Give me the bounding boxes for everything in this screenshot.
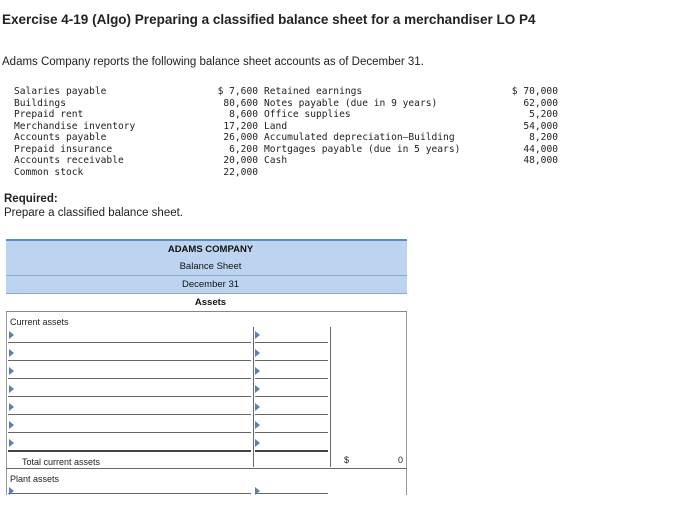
accounts-right-values xyxy=(498,86,558,167)
column-divider xyxy=(253,327,254,467)
account-value: 54,000 xyxy=(523,120,558,132)
row-arrow-icon xyxy=(9,331,14,339)
account-value: 5,200 xyxy=(529,109,558,120)
amount-input[interactable] xyxy=(255,435,328,452)
account-name: Merchandise inventory xyxy=(14,120,136,132)
required-heading: Required: xyxy=(4,193,58,205)
accounts-left-values xyxy=(196,86,258,178)
account-name: Common stock xyxy=(14,166,84,178)
account-name: Salaries payable xyxy=(14,86,107,97)
exercise-title: Exercise 4-19 (Algo) Preparing a classified balance sheet for a merchandiser LO P4 xyxy=(2,12,536,27)
account-name-input[interactable] xyxy=(8,345,251,361)
account-name-input[interactable] xyxy=(8,381,251,397)
company-name-header: ADAMS COMPANY xyxy=(6,239,407,259)
account-value: 8,200 xyxy=(529,132,558,143)
amount-input[interactable] xyxy=(255,478,328,494)
current-assets-label: Current assets xyxy=(10,317,69,327)
row-arrow-icon xyxy=(9,385,14,393)
account-value: 44,000 xyxy=(523,143,558,155)
row-arrow-icon xyxy=(255,421,260,429)
account-name: Notes payable (due in 9 years) xyxy=(264,97,438,109)
amount-input[interactable] xyxy=(255,399,328,415)
row-arrow-icon xyxy=(255,367,260,375)
accounts-right-names xyxy=(264,86,460,167)
row-arrow-icon xyxy=(255,439,260,447)
account-name: Prepaid insurance xyxy=(14,143,113,155)
account-name-input[interactable] xyxy=(8,363,251,379)
account-value: 20,000 xyxy=(223,155,258,166)
account-value: 22,000 xyxy=(223,166,258,178)
account-value: 6,200 xyxy=(229,143,258,155)
row-arrow-icon xyxy=(9,439,14,447)
row-arrow-icon xyxy=(9,487,14,495)
total-dollar-sign: $ xyxy=(344,455,350,465)
amount-input[interactable] xyxy=(255,327,328,343)
balance-sheet-worksheet xyxy=(6,239,407,495)
account-name: Mortgages payable (due in 5 years) xyxy=(264,143,461,155)
column-divider xyxy=(330,327,331,467)
account-name: Buildings xyxy=(14,97,66,109)
plant-assets-label: Plant assets xyxy=(10,474,60,484)
row-arrow-icon xyxy=(255,349,260,357)
required-text: Prepare a classified balance sheet. xyxy=(4,207,183,219)
row-arrow-icon xyxy=(255,331,260,339)
total-current-assets-label: Total current assets xyxy=(22,457,101,467)
account-name: Cash xyxy=(264,155,288,166)
total-row-divider xyxy=(6,468,407,469)
row-arrow-icon xyxy=(255,487,260,495)
amount-input[interactable] xyxy=(255,417,328,433)
account-name-input[interactable] xyxy=(8,417,251,433)
account-name: Prepaid rent xyxy=(14,109,84,120)
account-name: Office supplies xyxy=(264,109,351,120)
row-arrow-icon xyxy=(9,421,14,429)
amount-input[interactable] xyxy=(255,381,328,397)
account-name-input[interactable] xyxy=(8,327,251,343)
account-value: 48,000 xyxy=(523,155,558,166)
accounts-left-names xyxy=(14,86,135,178)
intro-text: Adams Company reports the following balance sheet accounts as of December 31. xyxy=(2,56,424,68)
account-value: 62,000 xyxy=(523,97,558,109)
statement-date-header: December 31 xyxy=(6,276,407,294)
account-name: Accounts payable xyxy=(14,132,107,143)
row-arrow-icon xyxy=(9,367,14,375)
account-name-input[interactable] xyxy=(8,435,251,452)
row-arrow-icon xyxy=(9,403,14,411)
account-name: Accumulated depreciation–Building xyxy=(264,132,455,143)
amount-input[interactable] xyxy=(255,363,328,379)
account-value: $ 70,000 xyxy=(511,86,558,97)
row-arrow-icon xyxy=(255,403,260,411)
account-name-input[interactable] xyxy=(8,399,251,415)
row-arrow-icon xyxy=(255,385,260,393)
row-arrow-icon xyxy=(9,349,14,357)
account-value: 8,600 xyxy=(229,109,258,120)
account-name: Accounts receivable xyxy=(14,155,124,166)
account-name-input[interactable] xyxy=(8,478,251,494)
account-value: 17,200 xyxy=(223,120,258,132)
assets-section-header: Assets xyxy=(6,294,407,312)
statement-name-header: Balance Sheet xyxy=(6,258,407,276)
account-value: 80,600 xyxy=(223,97,258,109)
total-current-assets-value: 0 xyxy=(398,455,404,465)
account-name: Retained earnings xyxy=(264,86,363,97)
amount-input[interactable] xyxy=(255,345,328,361)
account-name: Land xyxy=(264,120,288,132)
account-value: 26,000 xyxy=(223,132,258,143)
account-value: $ 7,600 xyxy=(217,86,258,97)
